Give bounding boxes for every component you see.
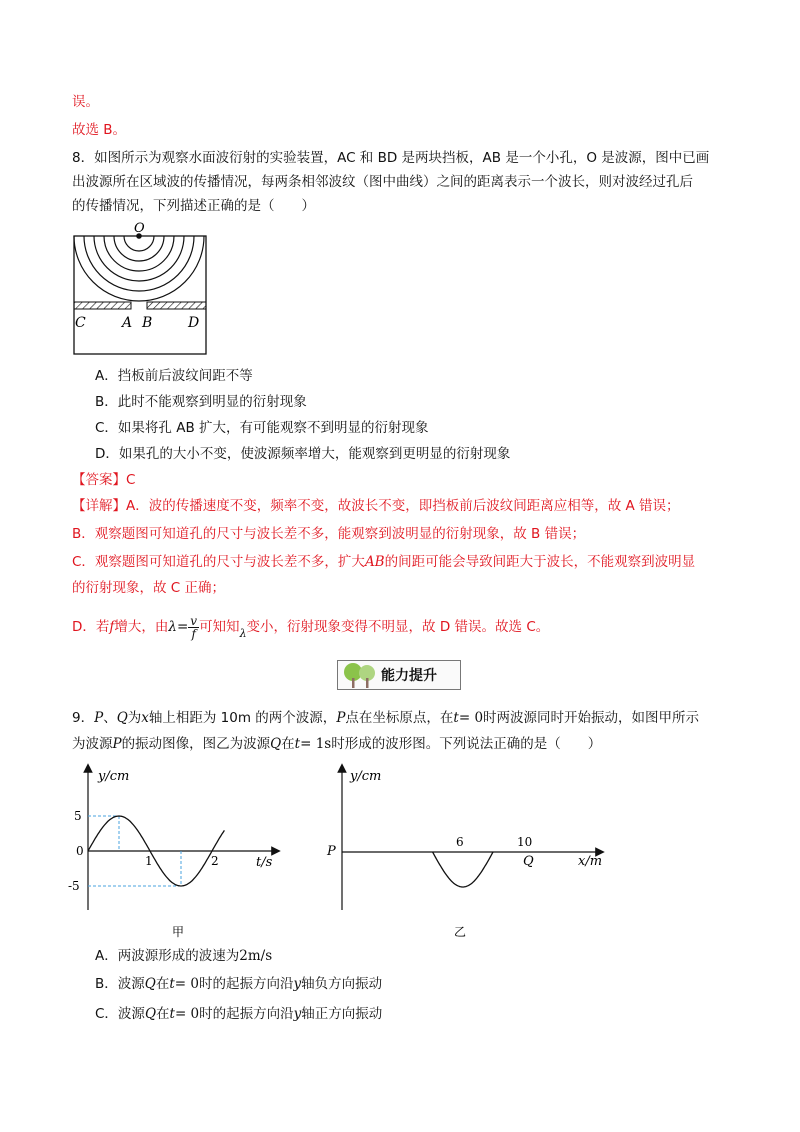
label-O: O [134,222,145,236]
detail-c-ab: AB [364,554,385,570]
q8-option-b: B．此时不能观察到明显的衍射现象 [95,394,307,410]
barrier-right-BD [147,302,206,309]
yi-caption: 乙 [454,925,467,939]
yi-label-P: P [327,844,336,859]
jia-xtick-2: 2 [211,854,219,868]
detail-a-text: A．波的传播速度不变，频率不变，故波长不变，即挡板前后波纹间距离应相等，故 A 错误； [126,498,680,514]
q9-text8: 时形成的波形图。下列说法正确的是（ ） [331,736,602,752]
q9-text3: 点在坐标原点，在 [345,710,454,726]
q9-option-a [95,946,272,966]
detail-label: 【详解】 [72,498,126,514]
prev-text-line: 误。 [72,94,99,110]
label-A: A [122,315,133,331]
yi-label-Q: Q [523,854,534,869]
q9-optB-t3: 时的起振方向沿 [198,976,294,992]
yi-ylabel: y/cm [350,769,382,784]
q9-t2: t [294,736,301,752]
detail-d-text1: D．若 [72,619,110,635]
q8-detail-c-line2: 的衍射现象，故 C 正确； [72,580,226,596]
jia-xlabel: t/s [256,855,273,870]
detail-c-text2: 的间距可能会导致间距大于波长，不能观察到波明显 [384,554,696,570]
jia-caption: 甲 [172,925,185,939]
tank-outline [74,236,206,354]
q9-text6: 的振动图像，图乙为波源 [121,736,271,752]
q9-text7: 在 [281,736,295,752]
detail-d-eq: = [176,619,189,635]
q8-diffraction-figure [70,222,210,358]
q8-detail-d [72,614,549,641]
q9-optC-t: t [169,1006,175,1022]
q8-answer: 【答案】C [72,472,136,488]
q9-optC-t2: 在 [156,1006,170,1022]
q9-P: P [94,710,104,726]
q9-optB-t4: 轴负方向振动 [301,976,383,992]
jia-xtick-1: 1 [145,854,153,868]
q9-optB-t1: B．波源 [95,976,145,992]
yi-wave-curve [433,852,493,887]
q9-option-b [95,974,382,994]
detail-d-lambda: λ [168,619,177,635]
frac-num: v [190,613,198,628]
q9-optA-speed: 2m/s [239,948,273,964]
q9-optA-text: A．两波源形成的波速为 [95,948,240,964]
yi-xtick-6: 6 [456,835,464,849]
q9-optB-Q: Q [144,976,156,992]
q9-t: t [453,710,459,726]
prev-answer-line: 故选 B。 [72,122,127,138]
q8-stem-line1: 8．如图所示为观察水面波衍射的实验装置，AC 和 BD 是两块挡板，AB 是一个小孔，O 是波源，图中已画 [72,150,710,166]
q8-option-a: A．挡板前后波纹间距不等 [95,368,253,384]
section-badge [337,660,461,690]
yi-xtick-10: 10 [517,835,533,849]
wave-ripples [74,236,204,301]
label-B: B [142,315,153,331]
label-C: C [75,315,86,331]
q9-optC-y: y [293,1006,302,1022]
q9-num: 9． [72,710,95,726]
detail-d-text2: 增大，由 [114,619,169,635]
section-title: 能力提升 [381,668,437,684]
q9-option-c [95,1004,382,1024]
q9-Q2: Q [270,736,282,752]
q9-optB-eq: = 0 [174,976,199,992]
jia-ytick-neg5: -5 [68,879,80,893]
q8-stem-line2: 出波源所在区域波的传播情况，每两条相邻波纹（图中曲线）之间的距离表示一个波长，则对波经过孔后 [72,174,693,190]
q9-optB-y: y [293,976,302,992]
q9-P2: P [336,710,346,726]
q9-optC-eq: = 0 [174,1006,200,1022]
q9-text4: 时两波源同时开始振动，如图甲所示 [483,710,700,726]
q9-P3: P [112,736,122,752]
detail-d-text3: 可知知 [199,619,240,635]
q9-optC-t3: 时的起振方向沿 [199,1006,294,1022]
q9-optB-t: t [169,976,175,992]
q8-stem-line3: 的传播情况，下列描述正确的是（ ） [72,198,315,214]
q8-detail-c-line1 [72,552,695,572]
q9-sep: 、 [103,710,117,726]
graph-jia [68,762,283,942]
q9-stem-line2 [72,734,601,754]
q9-stem-line1 [72,708,699,728]
detail-c-text1: C．观察题图可知道孔的尺寸与波长差不多，扩大 [72,554,365,570]
q9-optC-Q: Q [144,1006,157,1022]
q8-option-d: D．如果孔的大小不变，使波源频率增大，能观察到更明显的衍射现象 [95,446,511,462]
tree-icon [341,662,379,689]
q9-text1: 为 [127,710,142,726]
detail-d-text4: 变小，衍射现象变得不明显，故 D 错误。故选 C。 [246,619,550,635]
label-D: D [188,315,200,331]
barrier-left-CA [74,302,131,309]
q8-detail-a [72,496,680,516]
q9-text5: 为波源 [72,736,113,752]
q9-eq1s: = 1s [300,736,332,752]
q9-Q: Q [116,710,128,726]
q8-option-c: C．如果将孔 AB 扩大，有可能观察不到明显的衍射现象 [95,420,429,436]
frac-den: f [191,626,196,641]
detail-d-f: f [109,619,115,635]
q9-x: x [141,710,149,726]
jia-ytick-5: 5 [74,809,82,823]
q9-eq0: = 0 [458,710,484,726]
detail-d-fraction [188,615,199,640]
q9-optC-t4: 轴正方向振动 [301,1006,383,1022]
q9-optC-t1: C．波源 [95,1006,145,1022]
yi-xlabel: x/m [578,854,603,869]
q8-detail-b: B．观察题图可知道孔的尺寸与波长差不多，能观察到波明显的衍射现象，故 B 错误； [72,526,586,542]
detail-d-lambda2: λ [239,627,247,640]
q9-optB-t2: 在 [155,976,170,992]
jia-ytick-0: 0 [76,844,84,858]
q9-text2: 轴上相距为 10m 的两个波源， [148,710,337,726]
jia-ylabel: y/cm [98,769,130,784]
graph-yi [322,762,607,942]
